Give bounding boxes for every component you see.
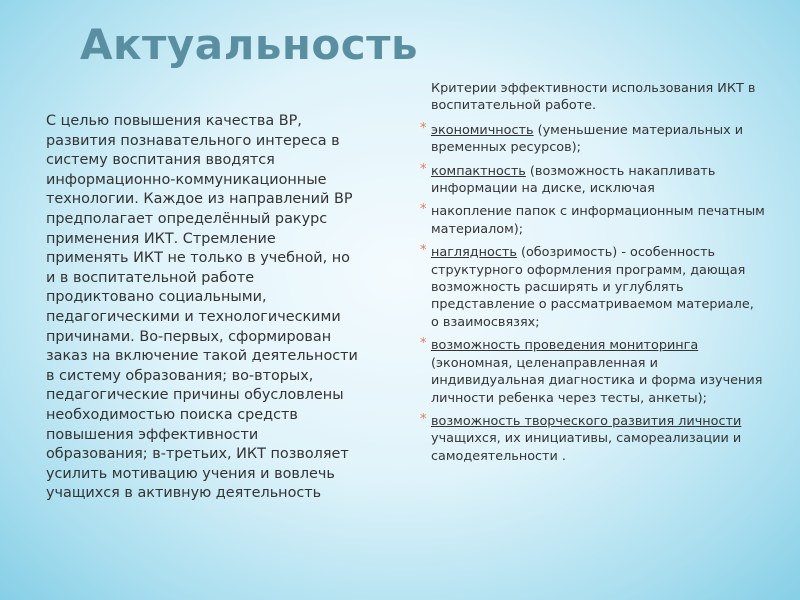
criteria-column	[420, 80, 765, 471]
criteria-desc: (уменьшение материальных и временных ресурсов);	[431, 122, 744, 156]
left-paragraph-block	[46, 112, 362, 504]
asterisk-bullet-icon: *	[420, 120, 427, 136]
asterisk-bullet-icon: *	[420, 243, 427, 259]
criteria-desc: учащихся, их инициативы, самореализации и самодеятельности .	[431, 431, 742, 464]
criteria-desc: накопление папок с информационным печатным материалом);	[431, 204, 765, 237]
slide-title: Актуальность	[80, 20, 419, 69]
asterisk-bullet-icon: *	[420, 411, 427, 427]
criteria-term: возможность творческого развития личности	[431, 413, 742, 429]
left-paragraph: С целью повышения качества ВР, развития познавательного интереса в систему воспитания вводятся информационно-коммуникационные технологии. Каждое из направлений ВР предполагает определённый ракурс применения ИКТ. Стремление применять ИКТ не только в учебной, но и в воспитательной работе продиктовано социальными, педагогическими и технологическими причинами. Во-первых, сформирован заказ на включение такой деятельности в систему образования; во-вторых, педагогические причины обусловлены необходимостью поиска средств повышения эффективности образования; в-третьих, ИКТ позволяет усилить мотивацию учения и вовлечь учащихся в активную деятельность	[46, 113, 358, 502]
criteria-term: экономичность	[431, 122, 534, 138]
criteria-item-creativity	[420, 413, 765, 465]
criteria-item-compactness	[420, 163, 765, 198]
criteria-desc: (обозримость) - особенность структурного оформления программ, дающая возможность расширять и углублять представление о рассматриваемом материале, о взаимосвязях;	[431, 245, 754, 330]
criteria-desc: (возможность накапливать информации на диске, исключая	[431, 163, 716, 197]
criteria-term: компактность	[431, 163, 526, 179]
criteria-term: возможность проведения мониторинга	[431, 338, 699, 354]
criteria-term: наглядность	[431, 245, 517, 261]
criteria-intro: Критерии эффективности использования ИКТ в воспитательной работе.	[431, 81, 756, 114]
criteria-item-folders	[420, 203, 765, 238]
asterisk-bullet-icon: *	[420, 202, 427, 218]
criteria-desc: (экономная, целенаправленная и индивидуальная диагностика и форма изучения личности ребенка через тесты, анкеты);	[431, 355, 763, 406]
asterisk-bullet-icon: *	[420, 161, 427, 177]
criteria-item-monitoring	[420, 337, 765, 407]
criteria-item-economy	[420, 122, 765, 157]
asterisk-bullet-icon: *	[420, 336, 427, 352]
criteria-item-visibility	[420, 244, 765, 331]
